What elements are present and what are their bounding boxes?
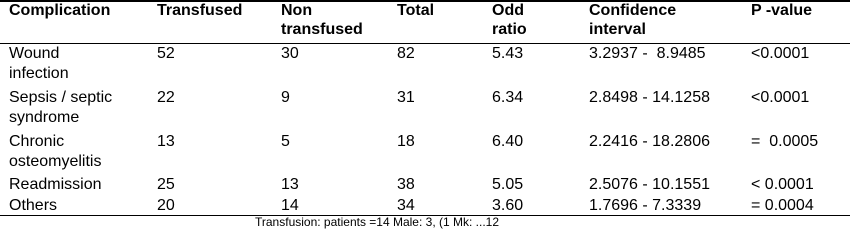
row-3-transfused: 13 [157, 133, 175, 150]
header-non-transfused-line2: transfused [281, 21, 363, 38]
row-3-non-transfused: 5 [281, 133, 290, 150]
header-ci-line2: interval [589, 21, 646, 38]
row-2-non-transfused: 9 [281, 89, 290, 106]
table-footnote: Transfusion: patients =14 Male: 3, (1 Mk: ...12 [255, 215, 500, 229]
row-2-p-value: <0.0001 [751, 89, 810, 106]
row-5-total: 34 [397, 197, 415, 214]
row-4-total: 38 [397, 176, 415, 193]
row-1-complication-line1: Wound [9, 45, 60, 62]
row-3-total: 18 [397, 133, 415, 150]
row-4-transfused: 25 [157, 176, 175, 193]
row-4-odd-ratio: 5.05 [492, 176, 524, 193]
header-non-transfused-line1: Non [281, 2, 313, 19]
row-1-transfused: 52 [157, 45, 175, 62]
row-1-p-value: <0.0001 [751, 45, 810, 62]
header-complication: Complication [9, 2, 111, 19]
row-3-complication-line2: osteomyelitis [9, 153, 102, 170]
row-1-ci: 3.2937 - 8.9485 [589, 45, 706, 62]
row-1-non-transfused: 30 [281, 45, 299, 62]
row-2-complication-line2: syndrome [9, 109, 80, 126]
row-1-complication-line2: infection [9, 65, 69, 82]
row-3-p-value: = 0.0005 [751, 133, 819, 150]
row-5-complication: Others [9, 197, 58, 214]
header-rule [0, 43, 850, 44]
header-odd-ratio-line1: Odd [492, 2, 524, 19]
row-5-non-transfused: 14 [281, 197, 299, 214]
header-ci-line1: Confidence [589, 2, 677, 19]
row-5-odd-ratio: 3.60 [492, 197, 524, 214]
row-4-non-transfused: 13 [281, 176, 299, 193]
row-2-total: 31 [397, 89, 415, 106]
row-5-transfused: 20 [157, 197, 175, 214]
row-4-p-value: < 0.0001 [751, 176, 814, 193]
row-4-ci: 2.5076 - 10.1551 [589, 176, 710, 193]
row-1-total: 82 [397, 45, 415, 62]
row-3-complication-line1: Chronic [9, 133, 65, 150]
row-2-transfused: 22 [157, 89, 175, 106]
row-2-complication-line1: Sepsis / septic [9, 89, 113, 106]
row-3-odd-ratio: 6.40 [492, 133, 524, 150]
row-2-ci: 2.8498 - 14.1258 [589, 89, 710, 106]
row-5-ci: 1.7696 - 7.3339 [589, 197, 702, 214]
header-odd-ratio-line2: ratio [492, 21, 527, 38]
header-total: Total [397, 2, 435, 19]
header-transfused: Transfused [157, 2, 243, 19]
row-2-odd-ratio: 6.34 [492, 89, 524, 106]
row-5-p-value: = 0.0004 [751, 197, 814, 214]
row-1-odd-ratio: 5.43 [492, 45, 524, 62]
header-p-value: P -value [751, 2, 813, 19]
row-4-complication: Readmission [9, 176, 102, 193]
row-3-ci: 2.2416 - 18.2806 [589, 133, 710, 150]
